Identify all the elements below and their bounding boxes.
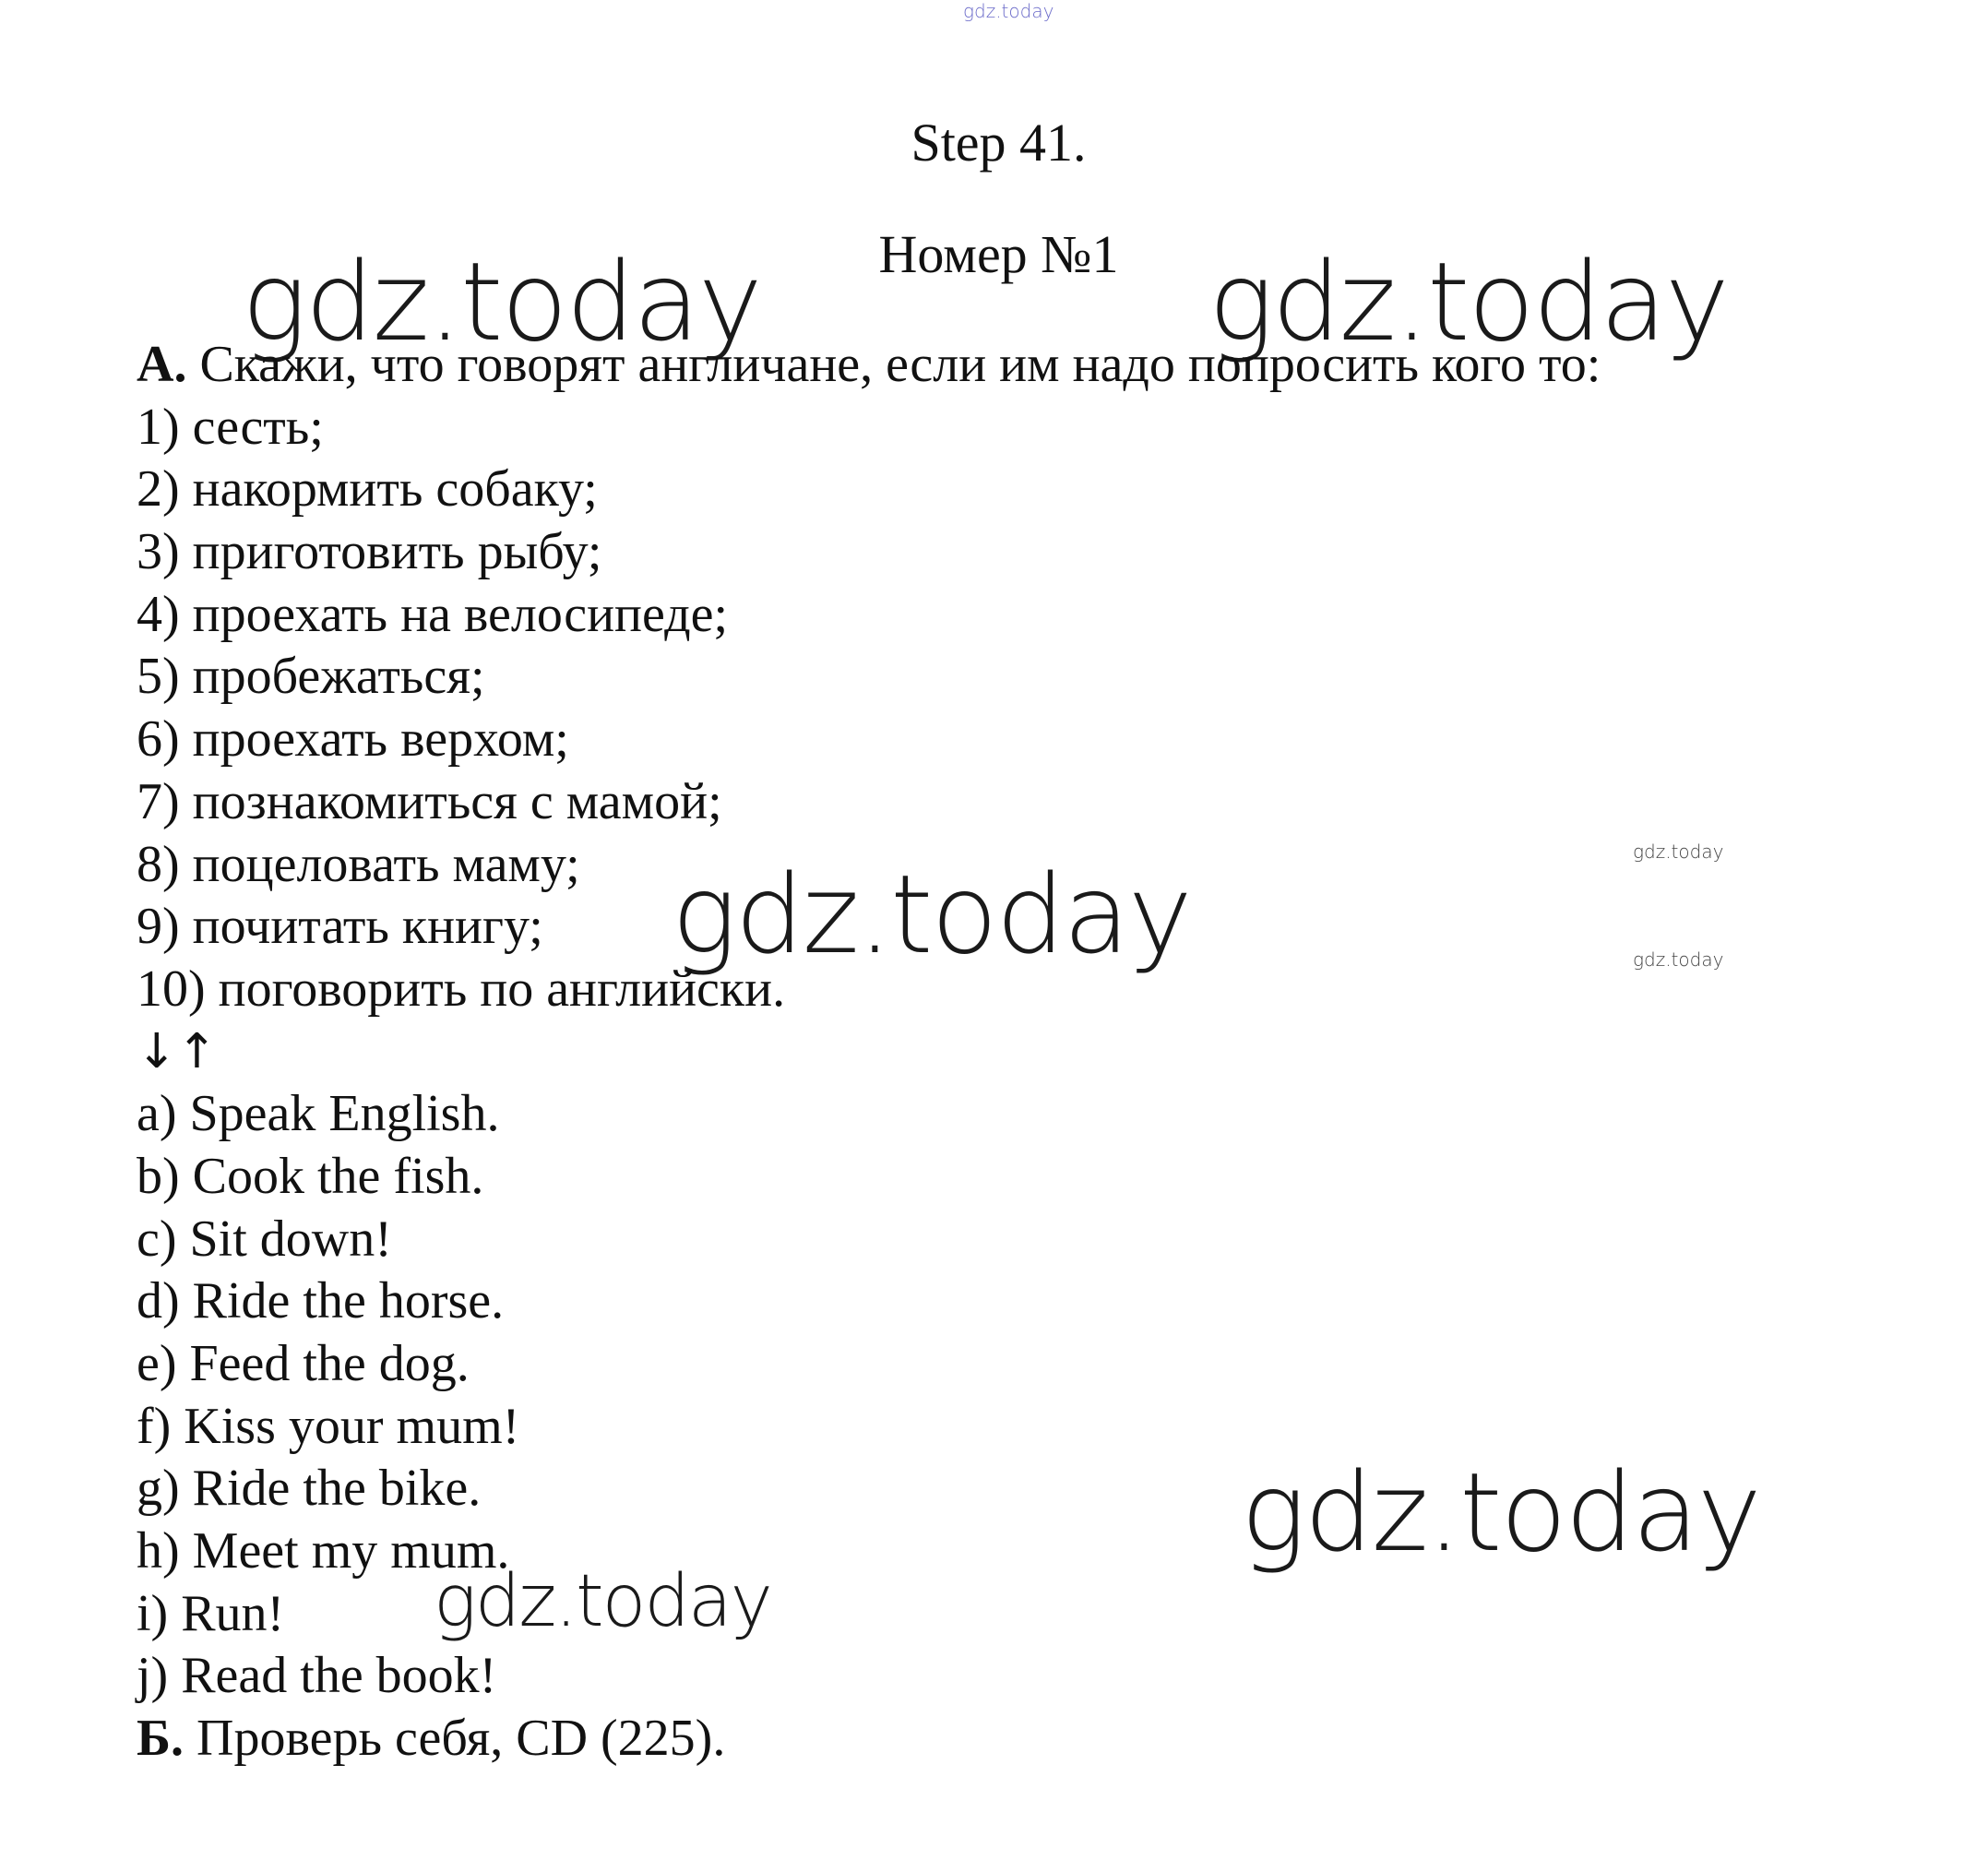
watermark-bottom: gdz.today	[434, 1560, 771, 1643]
answer-item: g) Ride the bike.	[137, 1460, 482, 1518]
task-item: 8) поцеловать маму;	[137, 835, 580, 893]
answer-item: b) Cook the fish.	[137, 1147, 484, 1205]
arrows-icon: ↓↑	[137, 1023, 218, 1079]
task-a-letter: А.	[137, 336, 187, 393]
task-b-instruction	[137, 1708, 1601, 1771]
number-title: Номер №1	[878, 224, 1119, 284]
watermark-right: gdz.today	[1208, 238, 1728, 365]
watermark-side-1: gdz.today	[1633, 841, 1724, 863]
watermark-center: gdz.today	[672, 851, 1191, 978]
step-title: Step 41.	[911, 113, 1087, 173]
answer-item: a) Speak English.	[137, 1085, 500, 1143]
task-item: 2) накормить собаку;	[137, 460, 598, 519]
watermark-top: gdz.today	[963, 0, 1054, 22]
task-item: 6) проехать верхом;	[137, 710, 569, 769]
task-b-text: Проверь себя, CD (225).	[196, 1710, 726, 1768]
task-a-instruction	[137, 334, 1601, 397]
task-item: 5) пробежаться;	[137, 648, 485, 706]
task-item: 7) познакомиться с мамой;	[137, 772, 722, 830]
answer-item: f) Kiss your mum!	[137, 1397, 520, 1455]
answer-item: c) Sit down!	[137, 1210, 392, 1268]
task-item: 1) сесть;	[137, 398, 324, 456]
task-item: 9) почитать книгу;	[137, 898, 543, 956]
task-item: 3) приготовить рыбу;	[137, 523, 602, 581]
answer-item: j) Read the book!	[137, 1647, 497, 1705]
answer-item: d) Ride the horse.	[137, 1272, 505, 1330]
task-item: 10) поговорить по английски.	[137, 960, 786, 1018]
watermark-bottom-right: gdz.today	[1241, 1449, 1760, 1576]
watermark-left: gdz.today	[242, 238, 761, 365]
task-a-text: Скажи, что говорят англичане, если им надо попросить кого то:	[199, 336, 1601, 393]
exercise-content	[137, 334, 1601, 1771]
answer-item: e) Feed the dog.	[137, 1335, 470, 1392]
answer-item: i) Run!	[137, 1584, 285, 1642]
watermark-side-2: gdz.today	[1633, 948, 1724, 971]
task-item: 4) проехать на велосипеде;	[137, 585, 729, 643]
task-b-letter: Б.	[137, 1710, 185, 1768]
answer-item: h) Meet my mum.	[137, 1522, 510, 1580]
